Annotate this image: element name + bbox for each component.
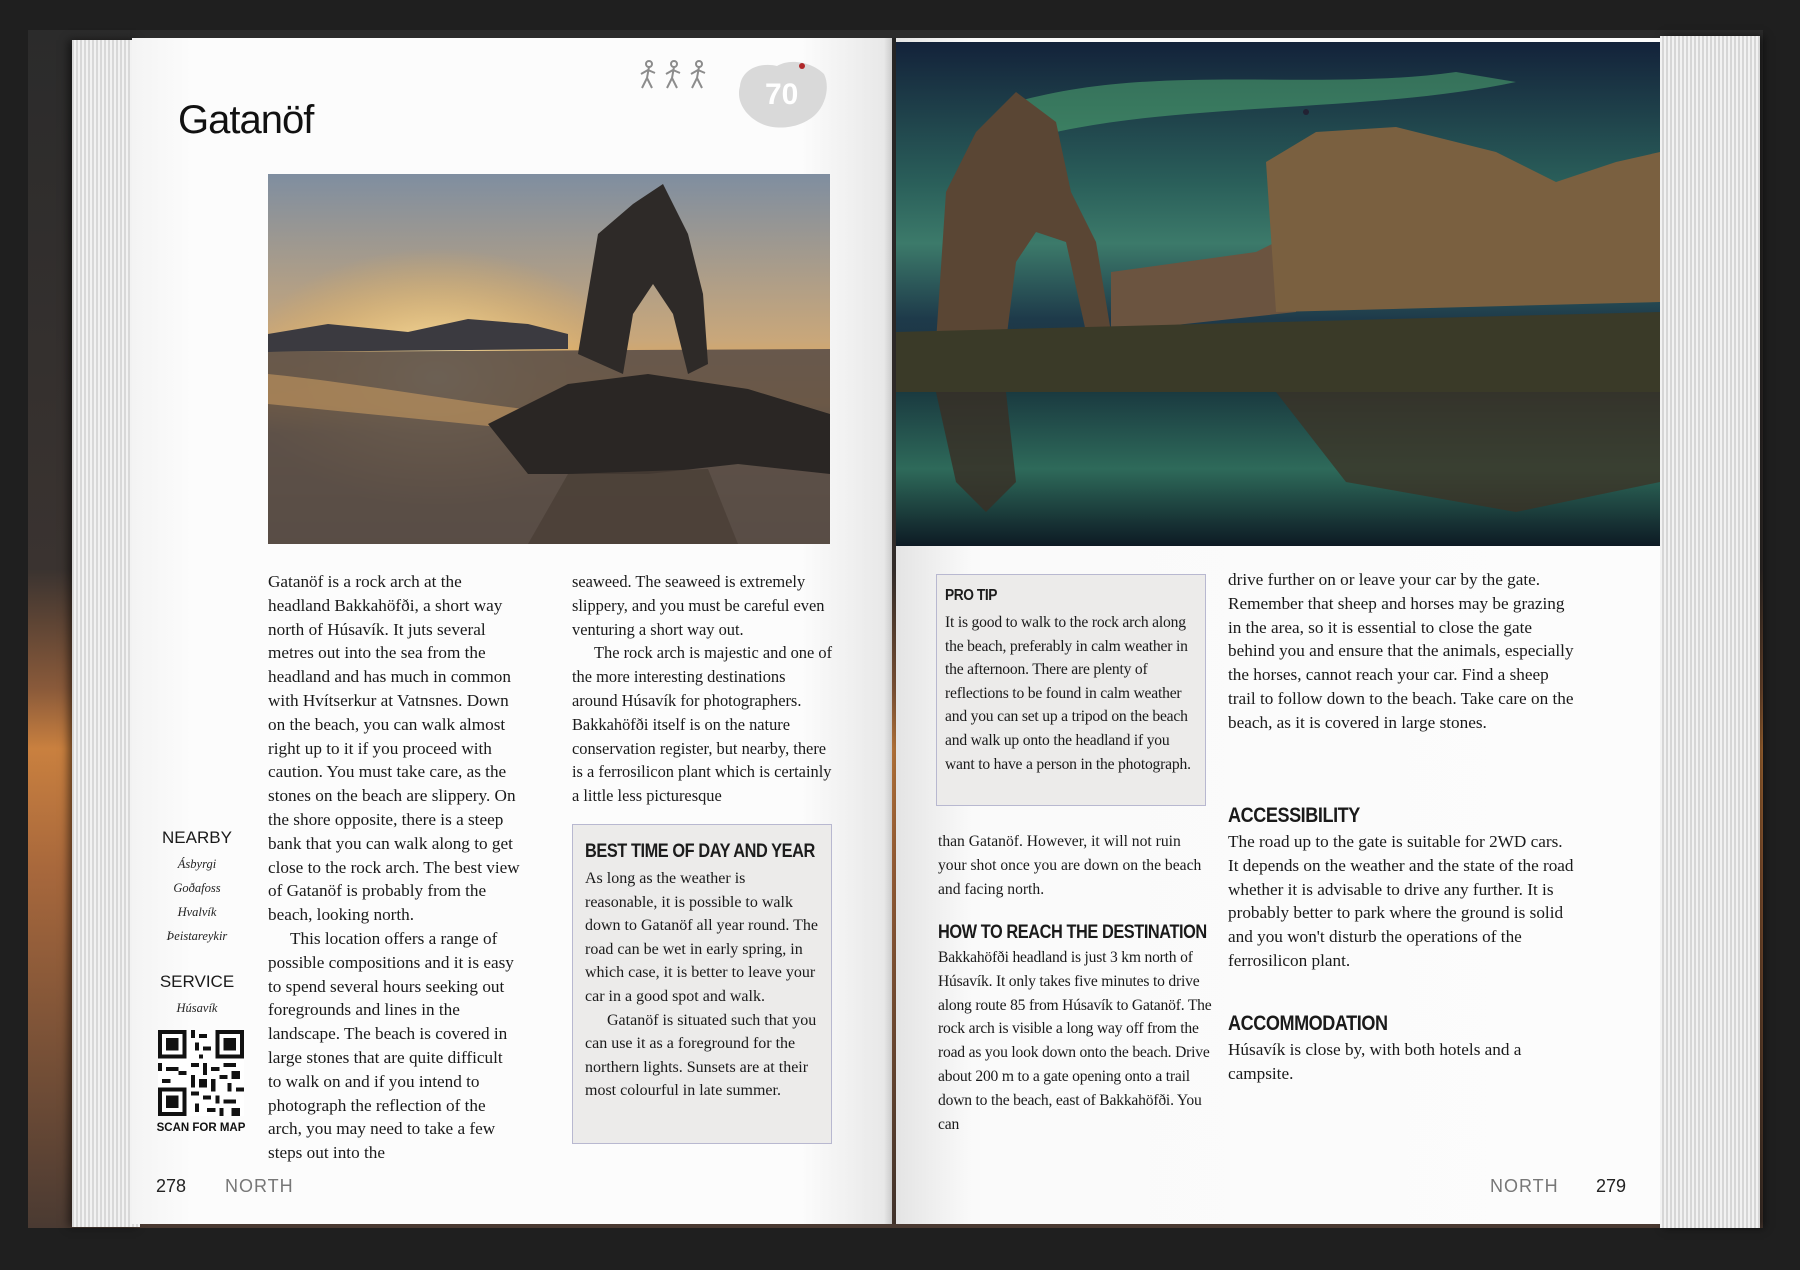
nearby-heading: NEARBY [162, 828, 232, 847]
how-to-reach-heading: HOW TO REACH THE DESTINATION [938, 922, 1207, 943]
best-time-paragraph: Gatanöf is situated such that you can use it as a foreground for the northern lights. Sunsets are at their most colourful in late summer. [585, 1011, 817, 1100]
nearby-list [142, 852, 252, 948]
best-time-box [572, 824, 832, 1144]
body-continuation: than Gatanöf. However, it will not ruin your shot once you are down on the beach and facing north. [938, 833, 1202, 898]
right-page [896, 38, 1660, 1224]
book-page-edges-left [72, 40, 140, 1227]
sunset-arch-photo [268, 174, 830, 544]
body-paragraph: This location offers a range of possible compositions and it is easy to spend several hours seeking out foregrounds and lines in the landscape. The beach is covered in large stones that are quite difficult to walk on and if you intend to photograph the reflection of the arch, you may need to take a few steps out into the [268, 928, 514, 1163]
aurora-arch-photo [896, 42, 1660, 546]
pro-tip-box [936, 574, 1206, 806]
section-label: NORTH [1490, 1176, 1559, 1196]
iceland-map-icon [732, 56, 832, 136]
accommodation-heading: ACCOMMODATION [1228, 1012, 1388, 1035]
nearby-item: Þeistareykir [166, 929, 228, 943]
qr-code[interactable] [158, 1030, 244, 1116]
page-number: 278 [156, 1176, 187, 1196]
body-column-2 [572, 570, 834, 808]
nearby-item: Goðafoss [173, 881, 221, 895]
page-number: 279 [1596, 1176, 1627, 1196]
book-page-edges-right [1660, 36, 1760, 1228]
nearby-item: Hvalvík [177, 905, 217, 919]
location-number: 70 [765, 78, 799, 111]
pro-tip-text: It is good to walk to the rock arch along the beach, preferably in calm weather in the afternoon. There are plenty of reflections to be found in calm weather and you can set up a tripod on the beach and walk up onto the headland if you want to have a person in the photograph. [945, 614, 1191, 773]
how-to-reach-text: Bakkahöfði headland is just 3 km north of Húsavík. It only takes five minutes to drive along route 85 from Húsavík to Gatanöf. The rock arch is visible a long way off from the road as you look down onto the beach. Drive about 200 m to a gate opening onto a trail down to the beach, east of Bakkahöfði. You can [938, 949, 1212, 1133]
hiker-icons [637, 58, 717, 98]
nearby-item: Ásbyrgi [177, 857, 217, 871]
best-time-heading: BEST TIME OF DAY AND YEAR [585, 841, 815, 862]
best-time-paragraph: As long as the weather is reasonable, it is possible to walk down to Gatanöf all year round. The road can be wet in early spring, in which case, it is better to leave your car in a good spot and walk. [585, 870, 818, 1005]
accessibility-text: The road up to the gate is suitable for 2WD cars. It depends on the weather and the state of the road whether it is advisable to drive any further. It is probably better to park where the ground is solid and you won't disturb the operations of the ferrosilicon plant. [1228, 832, 1574, 970]
service-heading: SERVICE [159, 972, 235, 991]
body-paragraph: seaweed. The seaweed is extremely slippery, and you must be careful even venturing a short way out. [572, 572, 825, 639]
left-page [132, 38, 892, 1224]
body-paragraph: The rock arch is majestic and one of the more interesting destinations around Húsavík for photographers. Bakkahöfði itself is on the nature conservation register, but nearby, there is a ferrosilicon plant which is certainly a little less picturesque [572, 643, 833, 806]
accessibility-heading: ACCESSIBILITY [1228, 804, 1360, 827]
page-title: Gatanöf [178, 98, 314, 142]
accommodation-text: Húsavík is close by, with both hotels and a campsite. [1228, 1040, 1522, 1083]
body-paragraph: Gatanöf is a rock arch at the headland Bakkahöfði, a short way north of Húsavík. It juts several metres out into the sea from the headland and has much in common with Hvítserkur at Vatnsnes. Down on the beach, you can walk almost right up to it if you proceed with caution. You must take care, as the stones on the beach are slippery. On the shore opposite, there is a steep bank that you can walk along to get close to the rock arch. The best view of Gatanöf is probably from the beach, looking north. [268, 572, 520, 925]
service-item: Húsavík [176, 1001, 218, 1015]
pro-tip-heading: PRO TIP [945, 587, 998, 604]
qr-label: SCAN FOR MAP [156, 1122, 246, 1134]
body-column-1 [268, 570, 520, 1165]
service-list [142, 996, 252, 1020]
body-column-right: drive further on or leave your car by the gate. Remember that sheep and horses may be grazing in the area, so it is essential to close the gate behind you and ensure that the animals, especially the horses, cannot reach your car. Find a sheep trail to follow down to the beach. Take care on the beach, as it is covered in large stones. [1228, 570, 1574, 732]
section-label: NORTH [225, 1176, 294, 1196]
